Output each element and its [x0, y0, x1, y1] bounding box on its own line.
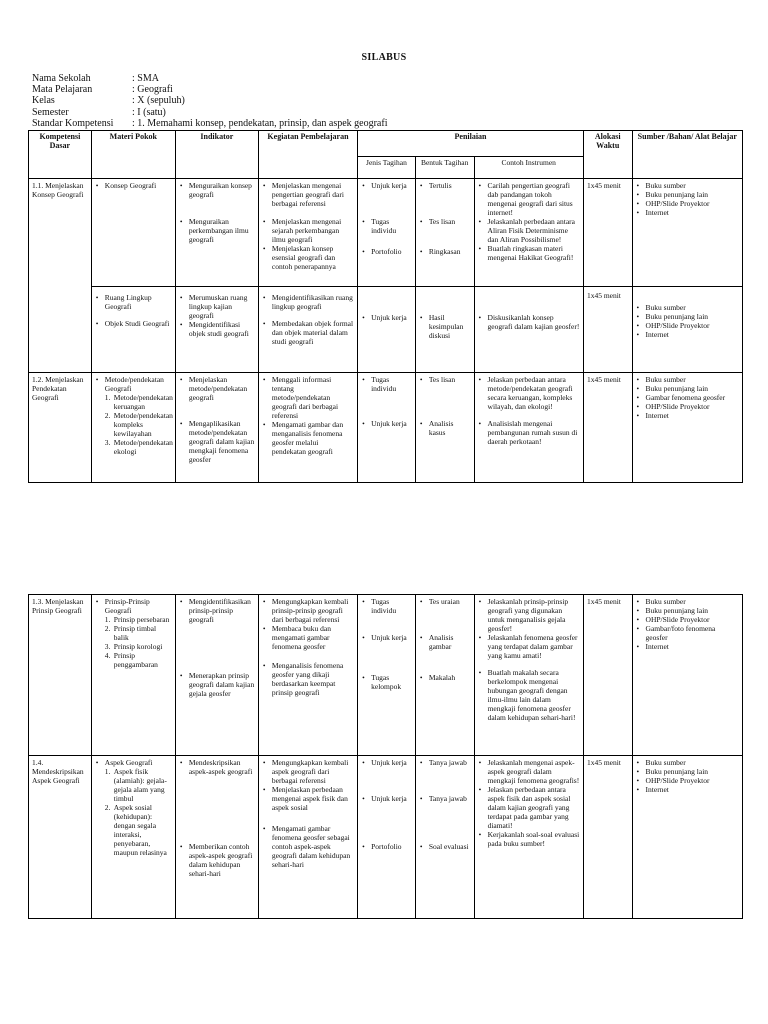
- header-indikator: Indikator: [175, 131, 258, 179]
- alokasi-cell: [583, 287, 632, 373]
- list-item: • OHP/Slide Proyektor: [636, 321, 739, 330]
- info-row-competency: [32, 118, 387, 129]
- list-item: • Mengaplikasikan metode/pendekatan geografi dalam kajian mengkaji fenomena geosfer: [179, 419, 255, 464]
- competency-cell: 1.3. Menjelaskan Prinsip Geografi: [29, 595, 92, 756]
- contoh-cell: [474, 756, 583, 919]
- sumber-cell: [632, 595, 742, 756]
- list-item: • Buku sumber: [636, 375, 739, 384]
- info-label: Nama Sekolah: [32, 73, 91, 84]
- sumber-cell: [632, 179, 742, 287]
- list-item: • Menjelaskan mengenai pengertian geografi dari berbagai referensi: [262, 181, 354, 208]
- jenis-cell: [358, 179, 416, 287]
- alokasi-text: 1x45 menit: [586, 291, 621, 300]
- alokasi-cell: 1x45 menit: [583, 595, 632, 756]
- list-item: • Buku sumber: [636, 181, 739, 190]
- list-item: • Unjuk kerja: [361, 419, 412, 428]
- list-item: • Menganalisis fenomena geosfer yang dikaji berdasarkan keempat prinsip geografi: [262, 661, 354, 697]
- bentuk-cell: [415, 373, 474, 483]
- list-item-text: Aspek sosial (kehidupan): dengan segala interaksi, penyebaran, maupun relasinya: [113, 803, 167, 857]
- list-item: • Merumuskan ruang lingkup kajian geografi: [179, 293, 255, 320]
- list-item: • Analisis kasus: [419, 419, 471, 437]
- list-item: • Internet: [636, 330, 739, 339]
- list-item: • Buku penunjang lain: [636, 312, 739, 321]
- list-item: • Ringkasan: [419, 247, 471, 256]
- list-item: • Tugas individu: [361, 597, 412, 615]
- bentuk-cell: [415, 756, 474, 919]
- bentuk-cell: [415, 595, 474, 756]
- list-item: • Portofolio: [361, 247, 412, 256]
- materi-cell: [91, 373, 175, 483]
- list-item: • Jelaskan perbedaan antara aspek fisik dan aspek sosial dalam kajian geografi yang terdapat pada gambar yang diamati!: [478, 785, 580, 830]
- list-item: • Mengungkapkan kembali prinsip-prinsip geografi dari berbagai referensi: [262, 597, 354, 624]
- list-item: • Mengidentifikasikan prinsip-prinsip geografi: [179, 597, 255, 624]
- indikator-cell: [175, 595, 258, 756]
- info-row-subject: [32, 84, 387, 95]
- list-item: • Mengamati gambar fenomena geosfer sebagai contoh aspek-aspek geografi dalam kehidupan sehari-hari: [262, 824, 354, 869]
- header-alokasi: Alokasi Waktu: [583, 131, 632, 179]
- info-value: : SMA: [132, 73, 159, 84]
- list-item: • OHP/Slide Proyektor: [636, 615, 739, 624]
- info-label: Semester: [32, 106, 69, 118]
- list-item: 4. Prinsip penggambaran: [104, 651, 158, 669]
- jenis-cell: [358, 756, 416, 919]
- list-item-text: Prinsip penggambaran: [113, 651, 158, 669]
- list-item: • Menerapkan prinsip geografi dalam kajian gejala geosfer: [179, 671, 255, 698]
- list-item: • Unjuk kerja: [361, 758, 412, 767]
- list-item: • Menjelaskan konsep esensial geografi dan contoh penerapannya: [262, 244, 354, 271]
- materi-cell: [91, 179, 175, 287]
- list-item: 2. Prinsip timbal balik: [104, 624, 157, 642]
- header-jenis-tagihan: Jenis Tagihan: [358, 157, 416, 179]
- list-item: • Tes lisan: [419, 217, 471, 226]
- list-item: • Hasil kesimpulan diskusi: [419, 313, 471, 340]
- list-item: • Mengidentifikasikan ruang lingkup geografi: [262, 293, 354, 311]
- table-row: [29, 595, 743, 756]
- list-item: • Carilah pengertian geografi dab pandangan tokoh mengenai geografi dari situs internet!: [478, 181, 580, 217]
- list-item: • Buku sumber: [636, 597, 739, 606]
- kegiatan-cell: [258, 756, 357, 919]
- list-item: • Buku penunjang lain: [636, 606, 739, 615]
- info-row-semester: [32, 107, 387, 118]
- list-item: • Portofolio: [361, 842, 412, 851]
- list-item: 1. Metode/pendekatan keruangan: [104, 393, 173, 411]
- contoh-cell: [474, 179, 583, 287]
- list-item: • Memberikan contoh aspek-aspek geografi dalam kehidupan sehari-hari: [179, 842, 255, 878]
- list-item: • Internet: [636, 411, 739, 420]
- syllabus-table-page2: [28, 594, 743, 919]
- list-item: • Ruang Lingkup Geografi: [95, 293, 172, 311]
- list-item: • Membedakan objek formal dan objek material dalam studi geografi: [262, 319, 354, 346]
- list-item: • Menguraikan perkembangan ilmu geografi: [179, 217, 255, 244]
- list-item: • Buku penunjang lain: [636, 190, 739, 199]
- competency-cell: 1.2. Menjelaskan Pendekatan Geografi: [29, 373, 92, 483]
- list-item: • Analisislah mengenai pembangunan rumah susun di daerah perkotaan!: [478, 419, 580, 446]
- alokasi-cell: 1x45 menit: [583, 756, 632, 919]
- list-item: • Menggali informasi tentang metode/pendekatan geografi dari berbagai referensi: [262, 375, 354, 420]
- contoh-cell: [474, 373, 583, 483]
- list-item: • Objek Studi Geografi: [95, 319, 172, 328]
- contoh-cell: [474, 287, 583, 373]
- header-contoh-instrumen: Contoh Instrumen: [474, 157, 583, 179]
- materi-cell: [91, 287, 175, 373]
- list-item: • Tes lisan: [419, 375, 471, 384]
- header-bentuk-tagihan: Bentuk Tagihan: [415, 157, 474, 179]
- list-item: 3. Metode/pendekatan ekologi: [104, 438, 173, 456]
- list-item: • Tanya jawab: [419, 758, 471, 767]
- list-item: • Internet: [636, 208, 739, 217]
- info-row-school: [32, 73, 387, 84]
- list-item: • Jelaskanlah fenomena geosfer yang terdapat dalam gambar yang kamu amati!: [478, 633, 580, 660]
- list-item: • Buku sumber: [636, 758, 739, 767]
- info-value: : Geografi: [132, 84, 173, 96]
- list-item: • Buku sumber: [636, 303, 739, 312]
- list-item-text: Metode/pendekatan ekologi: [113, 438, 173, 456]
- indikator-cell: [175, 373, 258, 483]
- list-item: • Mengungkapkan kembali aspek geografi dari berbagai referensi: [262, 758, 354, 785]
- list-item: • Jelaskanlah prinsip-prinsip geografi yang digunakan untuk menganalisis gejala geosfer!: [478, 597, 580, 633]
- sumber-cell: [632, 373, 742, 483]
- page-title: SILABUS: [361, 52, 407, 63]
- kegiatan-cell: [258, 179, 357, 287]
- info-label: Standar Kompetensi: [32, 117, 114, 129]
- list-item: • Membaca buku dan mengamati gambar fenomena geosfer: [262, 624, 354, 651]
- list-item: 1. Prinsip persebaran: [104, 615, 170, 624]
- list-item: • Menguraikan konsep geografi: [179, 181, 255, 199]
- list-item: • OHP/Slide Proyektor: [636, 776, 739, 785]
- alokasi-cell: 1x45 menit: [583, 179, 632, 287]
- list-item: • Unjuk kerja: [361, 181, 412, 190]
- table-row: [29, 287, 743, 373]
- list-item: • Unjuk kerja: [361, 313, 412, 322]
- info-row-class: [32, 95, 387, 106]
- indikator-cell: [175, 179, 258, 287]
- bentuk-cell: [415, 287, 474, 373]
- jenis-cell: [358, 287, 416, 373]
- info-label: Mata Pelajaran: [32, 84, 93, 96]
- list-item: • Internet: [636, 642, 739, 651]
- list-item: • Konsep Geografi: [95, 181, 172, 190]
- table-row: [29, 756, 743, 919]
- list-item: • Makalah: [419, 673, 471, 682]
- info-value: : I (satu): [132, 106, 166, 118]
- kegiatan-cell: [258, 287, 357, 373]
- list-item: • Tugas individu: [361, 375, 412, 393]
- header-kompetensi-dasar: Kompetensi Dasar: [29, 131, 92, 179]
- list-item-text: Prinsip korologi: [113, 642, 163, 651]
- syllabus-table-page1: [28, 130, 743, 483]
- list-item: • Buku penunjang lain: [636, 767, 739, 776]
- info-value: : X (sepuluh): [132, 95, 185, 107]
- jenis-cell: [358, 595, 416, 756]
- list-item-text: Prinsip timbal balik: [113, 624, 157, 642]
- list-item: 3. Prinsip korologi: [104, 642, 163, 651]
- list-item: • OHP/Slide Proyektor: [636, 199, 739, 208]
- list-item: • Buatlah makalah secara berkelompok mengenai hubungan geografi dengan ilmu-ilmu lain dalam mengkaji fenomena geosfer dalam kehidupan sehari-hari!: [478, 668, 580, 722]
- bentuk-cell: [415, 179, 474, 287]
- list-item: • Mengidentifikasi objek studi geografi: [179, 320, 255, 338]
- list-item: • Menjelaskan mengenai sejarah perkembangan ilmu geografi: [262, 217, 354, 244]
- list-item: • Tertulis: [419, 181, 471, 190]
- list-item: 1. Aspek fisik (alamiah): gejala-gejala alam yang timbul: [104, 767, 167, 803]
- jenis-cell: [358, 373, 416, 483]
- list-item: • Internet: [636, 785, 739, 794]
- list-item: • Gambar/foto fenomena geosfer: [636, 624, 739, 642]
- info-value: : 1. Memahami konsep, pendekatan, prinsip, dan aspek geografi: [132, 117, 388, 129]
- list-item: • Kerjakanlah soal-soal evaluasi pada buku sumber!: [478, 830, 580, 848]
- kegiatan-cell: [258, 595, 357, 756]
- header-kegiatan: Kegiatan Pembelajaran: [258, 131, 357, 179]
- indikator-cell: [175, 287, 258, 373]
- kegiatan-cell: [258, 373, 357, 483]
- list-item: • Soal evaluasi: [419, 842, 471, 851]
- list-item: • Menjelaskan metode/pendekatan geografi: [179, 375, 255, 402]
- list-item: • Tes uraian: [419, 597, 471, 606]
- list-item: • Analisis gambar: [419, 633, 471, 651]
- list-item: • Jelaskanlah mengenai aspek-aspek geografi dalam mengkaji fenomena geografis!: [478, 758, 580, 785]
- list-item: • Mendeskripsikan aspek-aspek geografi: [179, 758, 255, 776]
- competency-cell: 1.1. Menjelaskan Konsep Geografi: [29, 179, 92, 373]
- list-item: • Mengamati gambar dan menganalisis fenomena geosfer melalui pendekatan geografi: [262, 420, 354, 456]
- list-item-text: Metode/pendekatan keruangan: [113, 393, 173, 411]
- competency-cell: 1.4. Mendeskripsikan Aspek Geografi: [29, 756, 92, 919]
- list-item: • Jelaskan perbedaan antara metode/pendekatan geografi secara keruangan, kompleks wilayah, dan ekologi!: [478, 375, 580, 411]
- table-row: [29, 179, 743, 287]
- indikator-cell: [175, 756, 258, 919]
- list-item: 2. Aspek sosial (kehidupan): dengan segala interaksi, penyebaran, maupun relasinya: [104, 803, 167, 857]
- header-penilaian: Penilaian: [358, 131, 584, 157]
- list-item: • Gambar fenomena geosfer: [636, 393, 739, 402]
- sumber-cell: [632, 756, 742, 919]
- school-info: [32, 73, 387, 129]
- list-item: • Prinsip-Prinsip Geografi: [95, 597, 172, 615]
- header-materi-pokok: Materi Pokok: [91, 131, 175, 179]
- list-item: • Tugas individu: [361, 217, 412, 235]
- list-item: • Tugas kelompok: [361, 673, 412, 691]
- table-row: [29, 373, 743, 483]
- alokasi-cell: 1x45 menit: [583, 373, 632, 483]
- list-item: • Diskusikanlah konsep geografi dalam kajian geosfer!: [478, 313, 580, 331]
- materi-cell: [91, 756, 175, 919]
- list-item-text: Prinsip persebaran: [113, 615, 170, 624]
- materi-cell: [91, 595, 175, 756]
- list-item-text: Aspek fisik (alamiah): gejala-gejala alam yang timbul: [113, 767, 167, 803]
- list-item: • Jelaskanlah perbedaan antara Aliran Fisik Determinisme dan Aliran Possibilisme!: [478, 217, 580, 244]
- list-item: • Metode/pendekatan Geografi: [95, 375, 172, 393]
- list-item: • Unjuk kerja: [361, 633, 412, 642]
- list-item: • OHP/Slide Proyektor: [636, 402, 739, 411]
- info-label: Kelas: [32, 95, 55, 107]
- sumber-cell: [632, 287, 742, 373]
- header-sumber: Sumber /Bahan/ Alat Belajar: [632, 131, 742, 179]
- list-item: • Aspek Geografi: [95, 758, 172, 767]
- list-item: • Unjuk kerja: [361, 794, 412, 803]
- list-item: • Buku penunjang lain: [636, 384, 739, 393]
- list-item: • Menjelaskan perbedaan mengenai aspek fisik dan aspek sosial: [262, 785, 354, 812]
- list-item: • Tanya jawab: [419, 794, 471, 803]
- list-item: • Buatlah ringkasan materi mengenai Hakikat Geografi!: [478, 244, 580, 262]
- list-item-text: Metode/pendekatan kompleks kewilayahan: [113, 411, 173, 438]
- contoh-cell: [474, 595, 583, 756]
- list-item: 2. Metode/pendekatan kompleks kewilayahan: [104, 411, 173, 438]
